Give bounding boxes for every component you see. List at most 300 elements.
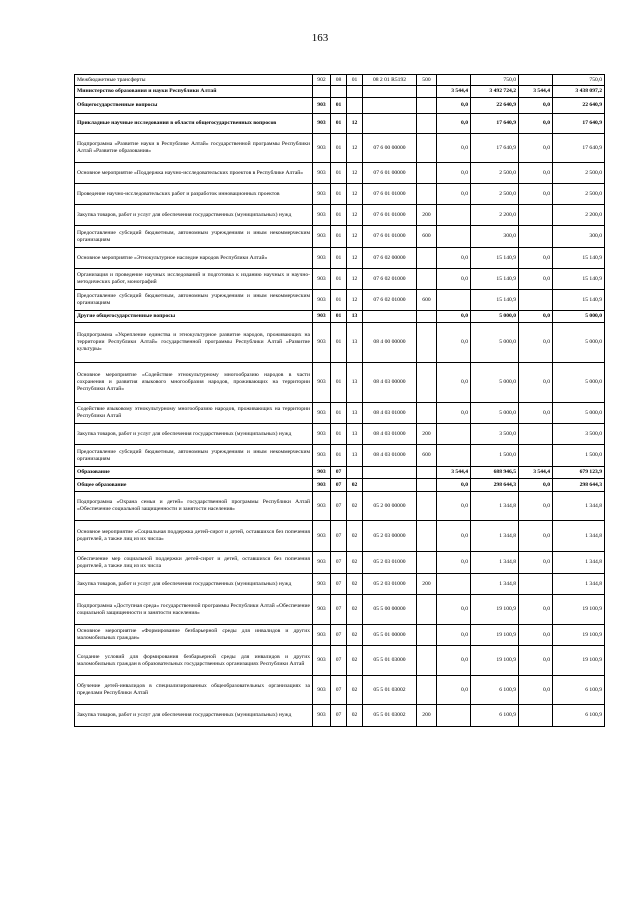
row-amount-1: 3 544,4 — [437, 467, 471, 479]
row-amount-2: 1 344,8 — [471, 521, 519, 552]
row-amount-4: 15 140,9 — [553, 248, 605, 269]
row-section-code: 01 — [331, 163, 347, 184]
row-amount-2: 19 100,9 — [471, 595, 519, 625]
row-expense-type: 500 — [417, 75, 437, 86]
row-amount-3: 0,0 — [519, 552, 553, 574]
row-amount-2: 15 140,9 — [471, 269, 519, 290]
row-subsection-code: 12 — [347, 205, 363, 226]
row-expense-type — [417, 646, 437, 676]
row-amount-3: 0,0 — [519, 646, 553, 676]
row-amount-1 — [437, 574, 471, 595]
table-row — [75, 205, 605, 226]
row-amount-1: 0,0 — [437, 134, 471, 163]
row-grbs-code: 903 — [313, 114, 331, 134]
row-amount-1 — [437, 445, 471, 467]
row-subsection-code: 12 — [347, 114, 363, 134]
row-amount-3: 0,0 — [519, 595, 553, 625]
row-grbs-code: 903 — [313, 595, 331, 625]
row-amount-1: 0,0 — [437, 323, 471, 363]
row-target-article — [363, 467, 417, 479]
row-amount-1: 0,0 — [437, 114, 471, 134]
row-target-article: 08 4 03 01000 — [363, 403, 417, 424]
table-row — [75, 311, 605, 323]
row-amount-4: 17 640,9 — [553, 114, 605, 134]
row-amount-3: 0,0 — [519, 521, 553, 552]
row-amount-1 — [437, 424, 471, 445]
row-amount-4: 5 000,0 — [553, 323, 605, 363]
row-amount-1: 0,0 — [437, 521, 471, 552]
row-expense-type — [417, 134, 437, 163]
row-amount-2: 5 000,0 — [471, 311, 519, 323]
row-amount-3: 0,0 — [519, 323, 553, 363]
row-amount-2: 6 100,9 — [471, 705, 519, 727]
row-section-code: 01 — [331, 134, 347, 163]
row-subsection-code: 13 — [347, 323, 363, 363]
row-amount-3: 0,0 — [519, 363, 553, 403]
budget-table — [74, 74, 605, 727]
row-subsection-code: 02 — [347, 676, 363, 705]
row-grbs-code: 903 — [313, 552, 331, 574]
row-target-article: 08 4 03 01000 — [363, 445, 417, 467]
table-row — [75, 86, 605, 98]
row-grbs-code: 903 — [313, 98, 331, 114]
row-name: Обеспечение мер социальной поддержки детей-сирот и детей, оставшихся без попечения родителей, а также лиц из их числа — [75, 552, 313, 574]
row-amount-3: 0,0 — [519, 248, 553, 269]
row-amount-2: 1 500,0 — [471, 445, 519, 467]
row-name: Предоставление субсидий бюджетным, автономным учреждениям и иным некоммерческим организациям — [75, 290, 313, 311]
table-row — [75, 248, 605, 269]
row-amount-1: 0,0 — [437, 552, 471, 574]
row-subsection-code: 13 — [347, 363, 363, 403]
row-name: Основное мероприятие «Социальная поддержка детей-сирот и детей, оставшихся без попечения родителей, а также лиц из их числа» — [75, 521, 313, 552]
row-name: Основное мероприятие «Поддержка научно-исследовательских проектов в Республике Алтай» — [75, 163, 313, 184]
row-expense-type — [417, 595, 437, 625]
row-section-code: 07 — [331, 521, 347, 552]
row-subsection-code: 02 — [347, 552, 363, 574]
row-target-article: 07 6 01 01000 — [363, 205, 417, 226]
row-subsection-code: 13 — [347, 403, 363, 424]
row-target-article: 07 6 01 01000 — [363, 184, 417, 205]
row-expense-type: 200 — [417, 574, 437, 595]
row-amount-4: 5 000,0 — [553, 403, 605, 424]
row-section-code: 08 — [331, 75, 347, 86]
table-row — [75, 290, 605, 311]
row-amount-1: 0,0 — [437, 676, 471, 705]
row-subsection-code: 12 — [347, 134, 363, 163]
row-amount-4: 19 100,9 — [553, 646, 605, 676]
row-name: Подпрограмма «Развитие науки в Республике Алтай» государственной программы Республики Алтай «Развитие образования» — [75, 134, 313, 163]
row-subsection-code: 13 — [347, 424, 363, 445]
row-grbs-code: 903 — [313, 705, 331, 727]
row-amount-1: 0,0 — [437, 492, 471, 521]
row-amount-4: 6 100,9 — [553, 676, 605, 705]
row-amount-4: 19 100,9 — [553, 625, 605, 646]
row-amount-2: 17 640,9 — [471, 134, 519, 163]
table-row — [75, 492, 605, 521]
row-section-code — [331, 86, 347, 98]
row-amount-1 — [437, 290, 471, 311]
row-amount-1: 0,0 — [437, 595, 471, 625]
table-row — [75, 75, 605, 86]
row-expense-type — [417, 492, 437, 521]
row-section-code: 07 — [331, 552, 347, 574]
table-row — [75, 323, 605, 363]
row-amount-4: 15 140,9 — [553, 269, 605, 290]
row-expense-type — [417, 467, 437, 479]
row-amount-1: 0,0 — [437, 98, 471, 114]
row-amount-3 — [519, 290, 553, 311]
table-row — [75, 445, 605, 467]
row-expense-type — [417, 114, 437, 134]
row-amount-4: 750,0 — [553, 75, 605, 86]
row-target-article: 05 2 03 00000 — [363, 521, 417, 552]
row-subsection-code: 02 — [347, 625, 363, 646]
row-amount-3 — [519, 574, 553, 595]
row-target-article: 07 6 01 01000 — [363, 226, 417, 248]
row-target-article: 08 4 03 00000 — [363, 363, 417, 403]
row-expense-type — [417, 269, 437, 290]
row-target-article: 08 2 01 R5192 — [363, 75, 417, 86]
row-amount-1 — [437, 205, 471, 226]
row-section-code: 07 — [331, 705, 347, 727]
row-amount-4: 22 640,9 — [553, 98, 605, 114]
row-section-code: 07 — [331, 676, 347, 705]
row-amount-1: 0,0 — [437, 248, 471, 269]
page-number: 163 — [311, 32, 329, 44]
row-amount-3 — [519, 424, 553, 445]
row-amount-2: 17 640,9 — [471, 114, 519, 134]
row-grbs-code: 903 — [313, 205, 331, 226]
row-amount-3: 0,0 — [519, 403, 553, 424]
row-amount-3: 0,0 — [519, 134, 553, 163]
row-amount-3: 0,0 — [519, 163, 553, 184]
row-name: Министерство образования и науки Республики Алтай — [75, 86, 313, 98]
row-section-code: 01 — [331, 445, 347, 467]
row-target-article: 05 2 00 00000 — [363, 492, 417, 521]
row-amount-3: 0,0 — [519, 98, 553, 114]
row-amount-3 — [519, 705, 553, 727]
row-amount-4: 2 500,0 — [553, 163, 605, 184]
row-amount-1: 0,0 — [437, 479, 471, 492]
row-name: Прикладные научные исследования в области общегосударственных вопросов — [75, 114, 313, 134]
row-amount-3: 0,0 — [519, 269, 553, 290]
row-grbs-code: 903 — [313, 311, 331, 323]
table-row — [75, 114, 605, 134]
row-name: Организация и проведение научных исследований и подготовка к изданию научных и научно-методических работ, монографий — [75, 269, 313, 290]
row-grbs-code: 903 — [313, 521, 331, 552]
row-expense-type — [417, 625, 437, 646]
row-amount-4: 300,0 — [553, 226, 605, 248]
row-name: Образование — [75, 467, 313, 479]
row-name: Основное мероприятие «Содействие этнокультурному многообразию народов в части сохранения и развития языкового многообразия народов, проживающих на территории Республики Алтай» — [75, 363, 313, 403]
row-amount-4: 1 500,0 — [553, 445, 605, 467]
row-section-code: 01 — [331, 114, 347, 134]
row-expense-type — [417, 98, 437, 114]
row-target-article — [363, 114, 417, 134]
row-grbs-code: 903 — [313, 184, 331, 205]
row-amount-3: 0,0 — [519, 184, 553, 205]
row-amount-4: 5 000,0 — [553, 311, 605, 323]
row-section-code: 01 — [331, 226, 347, 248]
row-grbs-code: 903 — [313, 290, 331, 311]
row-amount-2: 2 200,0 — [471, 205, 519, 226]
row-amount-4: 2 500,0 — [553, 184, 605, 205]
table-row — [75, 134, 605, 163]
row-name: Подпрограмма «Охрана семьи и детей» государственной программы Республики Алтай «Обеспечение социальной защищенности и занятости населения» — [75, 492, 313, 521]
row-amount-4: 2 200,0 — [553, 205, 605, 226]
row-amount-1: 0,0 — [437, 646, 471, 676]
row-target-article: 05 5 00 00000 — [363, 595, 417, 625]
row-name: Закупка товаров, работ и услуг для обеспечения государственных (муниципальных) нужд — [75, 705, 313, 727]
row-grbs-code: 902 — [313, 75, 331, 86]
row-amount-2: 1 344,8 — [471, 492, 519, 521]
row-amount-1: 0,0 — [437, 363, 471, 403]
row-name: Подпрограмма «Укрепление единства и этнокультурное развитие народов, проживающих на территории Республики Алтай» государственной программы Республики Алтай «Развитие культуры» — [75, 323, 313, 363]
table-row — [75, 676, 605, 705]
row-target-article: 05 5 01 00000 — [363, 625, 417, 646]
row-name: Межбюджетные трансферты — [75, 75, 313, 86]
row-amount-3: 0,0 — [519, 625, 553, 646]
row-subsection-code: 13 — [347, 311, 363, 323]
row-amount-1: 0,0 — [437, 311, 471, 323]
row-expense-type — [417, 323, 437, 363]
row-amount-2: 15 140,9 — [471, 248, 519, 269]
row-amount-4: 17 640,9 — [553, 134, 605, 163]
row-amount-2: 3 500,0 — [471, 424, 519, 445]
row-expense-type: 600 — [417, 445, 437, 467]
row-expense-type — [417, 311, 437, 323]
row-section-code: 01 — [331, 248, 347, 269]
row-amount-3: 0,0 — [519, 479, 553, 492]
row-amount-4: 19 100,9 — [553, 595, 605, 625]
row-amount-2: 19 100,9 — [471, 625, 519, 646]
row-name: Предоставление субсидий бюджетным, автономным учреждениям и иным некоммерческим организациям — [75, 445, 313, 467]
row-name: Содействие языковому этнокультурному многообразию народов, проживающих на территории Республики Алтай — [75, 403, 313, 424]
row-amount-2: 5 000,0 — [471, 403, 519, 424]
table-row — [75, 552, 605, 574]
row-target-article: 07 6 01 00000 — [363, 163, 417, 184]
row-name: Закупка товаров, работ и услуг для обеспечения государственных (муниципальных) нужд — [75, 574, 313, 595]
row-target-article: 05 2 03 01000 — [363, 574, 417, 595]
row-grbs-code: 903 — [313, 163, 331, 184]
row-target-article: 07 6 02 00000 — [363, 248, 417, 269]
row-subsection-code — [347, 467, 363, 479]
row-subsection-code — [347, 86, 363, 98]
row-expense-type: 600 — [417, 226, 437, 248]
row-section-code: 07 — [331, 625, 347, 646]
row-target-article: 07 6 00 00000 — [363, 134, 417, 163]
row-subsection-code: 12 — [347, 248, 363, 269]
row-target-article — [363, 311, 417, 323]
row-subsection-code: 12 — [347, 269, 363, 290]
row-expense-type — [417, 403, 437, 424]
row-amount-3: 0,0 — [519, 676, 553, 705]
row-grbs-code: 903 — [313, 676, 331, 705]
row-amount-4: 6 100,9 — [553, 705, 605, 727]
row-amount-1: 3 544,4 — [437, 86, 471, 98]
row-amount-4: 3 500,0 — [553, 424, 605, 445]
table-row — [75, 646, 605, 676]
row-amount-4: 298 644,3 — [553, 479, 605, 492]
row-amount-3 — [519, 75, 553, 86]
row-target-article: 07 6 02 01000 — [363, 290, 417, 311]
row-grbs-code: 903 — [313, 424, 331, 445]
row-section-code: 01 — [331, 290, 347, 311]
row-section-code: 01 — [331, 98, 347, 114]
row-expense-type — [417, 184, 437, 205]
table-row — [75, 98, 605, 114]
row-subsection-code: 12 — [347, 226, 363, 248]
row-name: Общее образование — [75, 479, 313, 492]
row-amount-2: 22 640,9 — [471, 98, 519, 114]
row-amount-4: 3 438 097,2 — [553, 86, 605, 98]
row-subsection-code: 12 — [347, 290, 363, 311]
row-amount-1: 0,0 — [437, 184, 471, 205]
row-expense-type — [417, 479, 437, 492]
row-section-code: 01 — [331, 269, 347, 290]
row-amount-2: 2 500,0 — [471, 184, 519, 205]
row-section-code: 07 — [331, 595, 347, 625]
table-row — [75, 403, 605, 424]
table-row — [75, 705, 605, 727]
row-subsection-code: 12 — [347, 163, 363, 184]
row-amount-3: 0,0 — [519, 114, 553, 134]
row-target-article: 05 5 01 03002 — [363, 705, 417, 727]
row-amount-4: 1 344,8 — [553, 521, 605, 552]
row-subsection-code — [347, 98, 363, 114]
row-target-article: 08 4 00 00000 — [363, 323, 417, 363]
row-expense-type — [417, 521, 437, 552]
row-amount-3 — [519, 226, 553, 248]
row-subsection-code: 02 — [347, 705, 363, 727]
row-subsection-code: 13 — [347, 445, 363, 467]
row-expense-type — [417, 676, 437, 705]
row-name: Предоставление субсидий бюджетным, автономным учреждениям и иным некоммерческим организациям — [75, 226, 313, 248]
row-section-code: 07 — [331, 479, 347, 492]
table-row — [75, 479, 605, 492]
row-target-article: 07 6 02 01000 — [363, 269, 417, 290]
row-name: Подпрограмма «Доступная среда» государственной программы Республики Алтай «Обеспечение социальной защищенности и занятости населения» — [75, 595, 313, 625]
table-row — [75, 574, 605, 595]
table-row — [75, 226, 605, 248]
row-expense-type: 200 — [417, 424, 437, 445]
table-row — [75, 625, 605, 646]
row-expense-type: 200 — [417, 205, 437, 226]
row-target-article: 05 5 01 03000 — [363, 646, 417, 676]
row-subsection-code: 02 — [347, 521, 363, 552]
row-grbs-code: 903 — [313, 574, 331, 595]
row-grbs-code: 903 — [313, 226, 331, 248]
row-section-code: 07 — [331, 646, 347, 676]
table-row — [75, 467, 605, 479]
row-amount-1: 0,0 — [437, 625, 471, 646]
row-section-code: 01 — [331, 403, 347, 424]
row-amount-1 — [437, 75, 471, 86]
row-section-code: 07 — [331, 574, 347, 595]
row-amount-4: 1 344,8 — [553, 492, 605, 521]
table-row — [75, 269, 605, 290]
row-section-code: 07 — [331, 492, 347, 521]
row-section-code: 01 — [331, 311, 347, 323]
row-amount-3: 0,0 — [519, 311, 553, 323]
row-amount-3: 3 544,4 — [519, 467, 553, 479]
row-amount-4: 1 344,8 — [553, 552, 605, 574]
row-amount-4: 5 000,0 — [553, 363, 605, 403]
row-grbs-code: 903 — [313, 479, 331, 492]
row-target-article: 05 2 03 01000 — [363, 552, 417, 574]
table-row — [75, 595, 605, 625]
row-name: Основное мероприятие «Этнокультурное наследие народов Республики Алтай» — [75, 248, 313, 269]
row-expense-type — [417, 86, 437, 98]
row-grbs-code: 903 — [313, 323, 331, 363]
row-name: Общегосударственные вопросы — [75, 98, 313, 114]
row-amount-2: 5 000,0 — [471, 323, 519, 363]
row-name: Другие общегосударственные вопросы — [75, 311, 313, 323]
row-expense-type: 200 — [417, 705, 437, 727]
row-amount-2: 1 344,8 — [471, 574, 519, 595]
row-subsection-code: 02 — [347, 595, 363, 625]
row-grbs-code — [313, 86, 331, 98]
row-amount-1 — [437, 226, 471, 248]
row-expense-type — [417, 552, 437, 574]
row-amount-2: 750,0 — [471, 75, 519, 86]
row-subsection-code: 02 — [347, 479, 363, 492]
table-row — [75, 363, 605, 403]
row-amount-1: 0,0 — [437, 269, 471, 290]
table-row — [75, 424, 605, 445]
row-amount-4: 15 140,9 — [553, 290, 605, 311]
row-amount-4: 1 344,8 — [553, 574, 605, 595]
row-name: Проведение научно-исследовательских работ и разработок инновационных проектов — [75, 184, 313, 205]
table-row — [75, 163, 605, 184]
row-section-code: 01 — [331, 323, 347, 363]
row-name: Основное мероприятие «Формирование безбарьерной среды для инвалидов и других маломобильных граждан» — [75, 625, 313, 646]
row-section-code: 01 — [331, 184, 347, 205]
row-amount-2: 15 140,9 — [471, 290, 519, 311]
row-amount-2: 19 100,9 — [471, 646, 519, 676]
row-grbs-code: 903 — [313, 646, 331, 676]
row-target-article: 05 5 01 03002 — [363, 676, 417, 705]
table-row — [75, 521, 605, 552]
row-target-article — [363, 98, 417, 114]
row-grbs-code: 903 — [313, 363, 331, 403]
row-expense-type: 600 — [417, 290, 437, 311]
row-amount-1 — [437, 705, 471, 727]
row-amount-2: 1 344,8 — [471, 552, 519, 574]
row-subsection-code: 02 — [347, 492, 363, 521]
row-expense-type — [417, 163, 437, 184]
row-grbs-code: 903 — [313, 625, 331, 646]
row-amount-4: 679 123,9 — [553, 467, 605, 479]
row-amount-2: 3 492 724,2 — [471, 86, 519, 98]
table-row — [75, 184, 605, 205]
row-amount-2: 298 644,3 — [471, 479, 519, 492]
row-grbs-code: 903 — [313, 248, 331, 269]
row-amount-1: 0,0 — [437, 163, 471, 184]
row-target-article — [363, 479, 417, 492]
row-section-code: 07 — [331, 467, 347, 479]
row-grbs-code: 903 — [313, 492, 331, 521]
row-amount-2: 688 946,5 — [471, 467, 519, 479]
row-grbs-code: 903 — [313, 403, 331, 424]
row-subsection-code: 02 — [347, 574, 363, 595]
row-subsection-code: 02 — [347, 646, 363, 676]
row-grbs-code: 903 — [313, 134, 331, 163]
row-section-code: 01 — [331, 363, 347, 403]
table-body — [75, 75, 605, 727]
row-target-article — [363, 86, 417, 98]
row-subsection-code: 12 — [347, 184, 363, 205]
